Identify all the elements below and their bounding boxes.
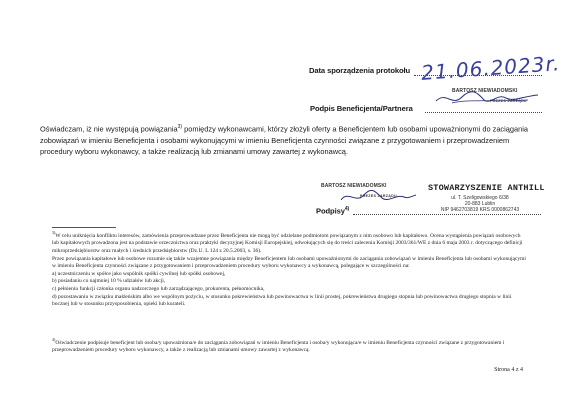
org-stamp-name: STOWARZYSZENIE ANTHILL xyxy=(428,183,545,193)
footnote-4-marker: 4) xyxy=(52,337,56,342)
footnote-separator xyxy=(52,227,116,228)
top-stamp-role: PREZES ZARZĄDU xyxy=(490,99,527,103)
footnote-3-intro-text: W celu uniknięcia konfliktu interesów, zamówienia przeprowadzane przez Beneficjenta nie mogą być udzielane podmiotom powiązanym z nim osobowo lub kapitałowo. Ocena wystąpienia powiązań osobowych lub kapitałowych prowadzona jest na podstawie orzecznictwa oraz praktyki decyzyjnej Komisji Europejskiej, odwołujących się do treści zalecenia Komisji 2003/361/WE z dnia 6 maja 2003 r. dotyczącego definicji mikroprzedsiębiorstw oraz małych i średnich przedsiębiorstw (Dz.U. L 124 z 20.5.2003, s. 36). xyxy=(52,232,523,255)
declaration-text-start: Oświadczam, iż nie występują powiązania xyxy=(40,124,178,134)
declaration-text-rest: pomiędzy wykonawcami, którzy złożyli oferty a Beneficjentem lub osobami upoważnionymi do zaciągania zobowiązań w imieniu Beneficjenta i osobami wykonującymi w imieniu Beneficjenta czynności związane z przygotowaniem i przeprowadzeniem procedury wyboru wykonawcy, a także realizacją lub zmianami umowy zawartej z wykonawcą. xyxy=(40,124,528,157)
list-item: d) pozostawaniu w związku małżeńskim albo we wspólnym pożyciu, w stosunku pokrewieństwa lub powinowactwa w linii prostej, pokrewieństwa drugiego stopnia lub powinowactwa drugiego stopnia w linii bocznej lub w stosunku przysposobienia, opieki lub kurateli. xyxy=(52,293,512,308)
footnote-3-paragraph: Przez powiązania kapitałowe lub osobowe rozumie się także wzajemne powiązania między Beneficjentem lub osobami upoważnionymi do zaciągania zobowiązań w imieniu Beneficjenta lub osobami wykonującymi w imieniu Beneficjenta czynności związane z przygotowaniem i przeprowadzeniem procedury wyboru wykonawcy a wykonawcą, polegające w szczególności na: xyxy=(52,255,526,270)
page-number: Strona 4 z 4 xyxy=(494,367,523,373)
list-item: b) posiadaniu co najmniej 10 % udziałów lub akcji, xyxy=(52,278,166,285)
relationship-list xyxy=(52,271,527,309)
footnote-4-text: Oświadczenie podpisuje beneficjent lub osoba/y upoważniona/e do zaciągania zobowiązań w imieniu Beneficjenta i osoba/y wykonująca/e w imieniu Beneficjenta czynności związane z przygotowaniem i przeprowadzeniem procedury wyboru wykonawcy, a także z realizacją lub zmianami umowy zawartej z wykonawcą. xyxy=(52,339,505,354)
footnote-4-ref: 4) xyxy=(344,206,350,212)
org-stamp-registry: NIP 9462703819 KRS 0000862743 xyxy=(440,207,520,213)
bottom-stamp-name: BARTOSZ NIEWIADOMSKI xyxy=(321,183,387,189)
org-stamp-address: ul. T. Szeligowskiego 6/38 xyxy=(451,195,509,201)
top-stamp-name: BARTOSZ NIEWIADOMSKI xyxy=(452,88,518,94)
signatures-label xyxy=(316,206,349,216)
signatures-label-text: Podpisy xyxy=(316,206,345,216)
organization-stamp xyxy=(428,183,545,213)
footnote-4 xyxy=(52,336,527,355)
list-item: a) uczestniczeniu w spółce jako wspólnik spółki cywilnej lub spółki osobowej, xyxy=(52,270,226,277)
handwritten-date: 21.06.2023r. xyxy=(420,51,561,85)
top-signature-dotted-line xyxy=(425,112,542,113)
footnote-3 xyxy=(52,229,527,309)
org-stamp-city: 20-883 Lublin xyxy=(464,201,496,207)
beneficiary-signature-label: Podpis Beneficjenta/Partnera xyxy=(310,104,413,113)
footnote-3-intro xyxy=(52,229,527,256)
bottom-signature-dotted-line xyxy=(353,214,541,215)
footnote-4-text-block xyxy=(52,336,527,355)
bottom-stamp-role: PREZES ZARZĄDU xyxy=(360,194,397,198)
footnote-3-marker: 3) xyxy=(52,230,56,235)
top-handwritten-signature xyxy=(432,87,542,109)
footnote-3-ref: 3) xyxy=(177,124,183,130)
declaration-paragraph xyxy=(40,122,530,158)
list-item: c) pełnieniu funkcji członka organu nadzorczego lub zarządzającego, prokurenta, pełnomocnika, xyxy=(52,285,265,292)
date-label: Data sporządzenia protokołu xyxy=(309,66,411,75)
